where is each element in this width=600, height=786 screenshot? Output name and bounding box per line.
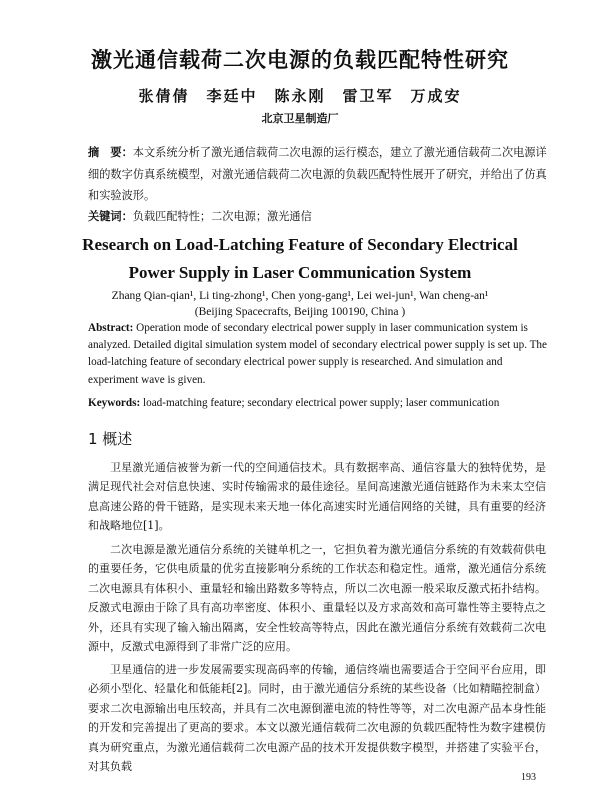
paragraph-text: 卫星激光通信被誉为新一代的空间通信技术。具有数据率高、通信容量大的独特优势，是满足现代社会对信息快速、实时传输需求的最佳途径。星间高速激光通信链路作为未来太空信息高速公路的骨干链路，是实现未来天地一体化高速实时光通信网络的关键，具有重要的经济和战略地位[1]。: [88, 461, 546, 533]
chinese-keywords: [88, 207, 548, 226]
english-abstract-label: Abstract:: [88, 322, 134, 334]
chinese-title: 激光通信载荷二次电源的负载匹配特性研究: [91, 47, 509, 72]
english-keywords: [88, 395, 548, 411]
english-keywords-label: Keywords:: [88, 397, 141, 409]
section-1-paragraph-1: [88, 458, 546, 536]
english-title: Research on Load-Latching Feature of Secondary Electrical Power Supply in Laser Communication System: [82, 235, 518, 282]
english-authors: Zhang Qian-qian¹, Li ting-zhong¹, Chen yong-gang¹, Lei wei-jun¹, Wan cheng-an¹: [111, 290, 489, 302]
chinese-abstract: [88, 142, 548, 207]
page-number: 193: [521, 772, 536, 783]
english-abstract: [88, 320, 548, 389]
chinese-keywords-label: 关键词：: [88, 209, 133, 223]
section-1-paragraph-2: [88, 540, 546, 656]
section-1-paragraph-3: [88, 660, 546, 776]
paragraph-text: 二次电源是激光通信分系统的关键单机之一，它担负着为激光通信分系统的有效载荷供电的重要任务，它供电质量的优劣直接影响分系统的工作状态和稳定性。通常，激光通信分系统二次电源具有体积小、重量轻和输出路数多等特点，所以二次电源一般采取反激式拓扑结构。反激式电源由于除了具有高功率密度、体积小、重量轻以及方求高效和高可靠性等主要特点之外，还具有实现了输入输出隔离，安全性较高等特点，因此在激光通信分系统有效载荷二次电源中，反激式电源得到了非常广泛的应用。: [88, 543, 546, 654]
english-keywords-text: load-matching feature; secondary electrical power supply; laser communication: [140, 397, 500, 409]
chinese-keywords-text: 负载匹配特性；二次电源；激光通信: [132, 210, 312, 223]
paragraph-text: 卫星通信的进一步发展需要实现高码率的传输，通信终端也需要适合于空间平台应用，即必须小型化、轻量化和低能耗[2]。同时，由于激光通信分系统的某些设备（比如精瞄控制盒）要求二次电源输出电压较高，并具有二次电源倒灌电流的特性等等，对二次电源产品本身性能的开发和完善提出了更高的要求。本文以激光通信载荷二次电源的负载匹配特性为数字建模仿真为研究重点，为激光通信载荷二次电源产品的技术开发提供数字模型，并搭建了实验平台，对其负载: [88, 663, 546, 774]
english-affiliation: (Beijing Spacecrafts, Beijing 100190, China ): [194, 306, 406, 318]
chinese-abstract-label: 摘 要：: [88, 145, 133, 159]
section-1-heading: 1 概述: [88, 430, 133, 448]
english-abstract-text: Operation mode of secondary electrical power supply in laser communication system is analyzed. Detailed digital simulation system model of secondary electrical power supply is set up. The load-latching feature of secondary electrical power supply is researched. And simulation and experiment wave is given.: [88, 322, 547, 386]
chinese-authors: 张倩倩 李廷中 陈永刚 雷卫军 万成安: [138, 87, 462, 105]
chinese-affiliation: 北京卫星制造厂: [261, 112, 339, 125]
chinese-abstract-text: 本文系统分析了激光通信载荷二次电源的运行模态，建立了激光通信载荷二次电源详细的数字仿真系统模型，对激光通信载荷二次电源的负载匹配特性展开了研究，并给出了仿真和实验波形。: [88, 146, 547, 202]
